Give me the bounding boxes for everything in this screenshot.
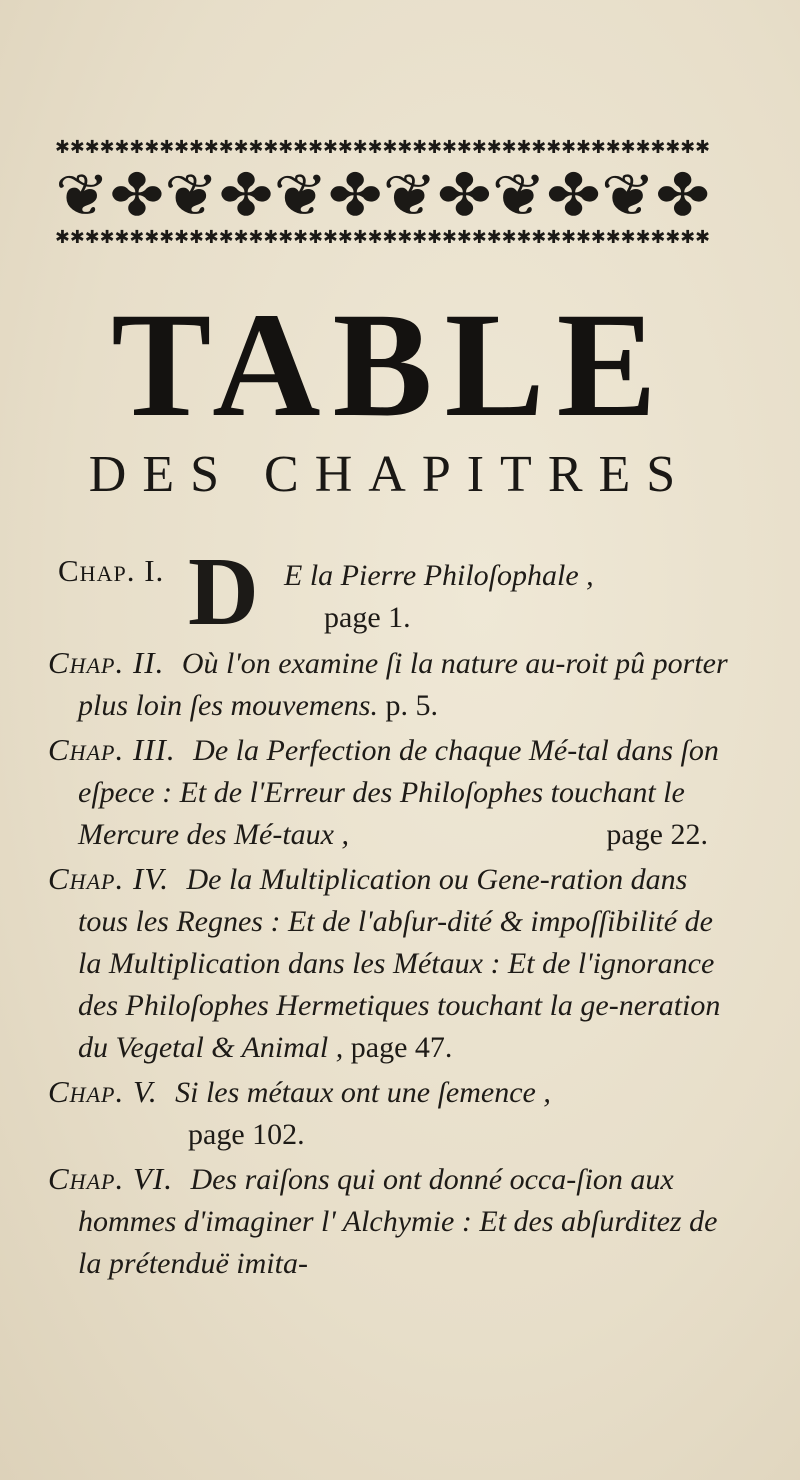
page-reference: page 22. xyxy=(606,818,708,851)
chapter-title: Où l'on examine ſi la nature au-roit pû porter plus loin ſes mouvemens. xyxy=(78,647,728,722)
chapter-label: Chap. I. xyxy=(58,553,165,588)
printer-ornament-band xyxy=(55,135,715,250)
drop-cap: D xyxy=(188,538,259,646)
fleuron-row xyxy=(55,161,710,229)
chapter-label: Chap. V. xyxy=(48,1074,158,1109)
table-of-contents xyxy=(48,538,728,1287)
toc-entry xyxy=(48,729,728,856)
toc-entry xyxy=(48,1158,728,1285)
star-row-bottom xyxy=(55,227,710,248)
page-reference: page 47. xyxy=(350,1031,453,1064)
svg-text:✱✱✱✱✱✱✱✱✱✱✱✱✱✱✱✱✱✱✱✱✱✱✱✱✱✱✱✱✱✱: ✱✱✱✱✱✱✱✱✱✱✱✱✱✱✱✱✱✱✱✱✱✱✱✱✱✱✱✱✱✱✱✱✱✱✱✱✱✱✱✱✱✱✱✱ xyxy=(55,227,710,248)
chapter-label: Chap. III. xyxy=(48,732,176,767)
chapter-title: Des raiſons qui ont donné occa-ſion aux hommes d'imaginer l' Alchymie : Et des abſurditez de la prétenduë imita- xyxy=(78,1163,718,1280)
page-title: TABLE xyxy=(111,282,669,448)
toc-entry xyxy=(48,538,728,646)
page-reference: page 1. xyxy=(324,601,411,634)
chapter-title: De la Perfection de chaque Mé-tal dans ſon eſpece : Et de l'Erreur des Philoſophes touchant le Mercure des Mé-taux , xyxy=(78,734,719,851)
svg-text:❦✤❦✤❦✤❦✤❦✤❦✤: ❦✤❦✤❦✤❦✤❦✤❦✤ xyxy=(55,161,710,229)
chapter-label: Chap. VI. xyxy=(48,1161,173,1196)
page-reference: page 102. xyxy=(188,1118,305,1151)
chapter-label: Chap. II. xyxy=(48,645,165,680)
page-subtitle: DES CHAPITRES xyxy=(88,446,692,503)
star-row-top xyxy=(55,137,710,158)
toc-entry xyxy=(48,642,728,727)
page-reference: p. 5. xyxy=(385,689,438,722)
toc-entry xyxy=(48,858,728,1069)
chapter-title: De la Multiplication ou Gene-ration dans tous les Regnes : Et de l'abſur-dité & impoſſibilité de la Multiplication dans les Métaux : Et de l'ignorance des Philoſophes Hermetiques touchant la ge-neration du Vegetal & Animal , xyxy=(78,863,721,1064)
chapter-label: Chap. IV. xyxy=(48,861,169,896)
chapter-title: E la Pierre Philoſophale , page 1. xyxy=(284,559,594,634)
toc-entry xyxy=(48,1071,728,1156)
chapter-title: Si les métaux ont une ſemence , xyxy=(175,1076,551,1109)
svg-text:✱✱✱✱✱✱✱✱✱✱✱✱✱✱✱✱✱✱✱✱✱✱✱✱✱✱✱✱✱✱: ✱✱✱✱✱✱✱✱✱✱✱✱✱✱✱✱✱✱✱✱✱✱✱✱✱✱✱✱✱✱✱✱✱✱✱✱✱✱✱✱✱✱✱✱ xyxy=(55,137,710,158)
